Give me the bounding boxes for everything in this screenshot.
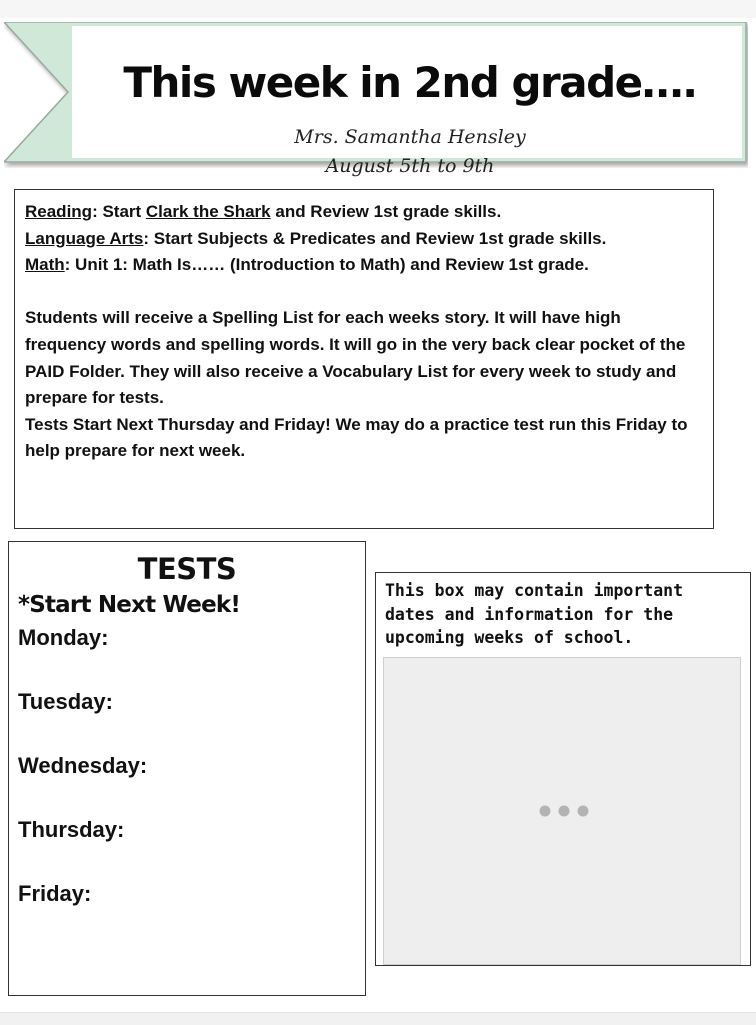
tests-heading: TESTS [137,552,237,586]
page-title: This week in 2nd grade…. [123,58,697,107]
tests-paragraph: Tests Start Next Thursday and Friday! We may do a practice test run this Friday to help prepare for next week. [25,414,688,461]
teacher-name: Mrs. Samantha Hensley [294,126,526,148]
math-text: : Unit 1: Math Is…… (Introduction to Math) and Review 1st grade. [64,255,589,275]
day-friday: Friday: [18,881,92,906]
header-banner [4,22,748,177]
loading-dots-icon [534,801,594,821]
day-thursday: Thursday: [18,817,125,842]
tests-box [8,541,366,996]
week-dates: August 5th to 9th [325,155,495,177]
language-arts-label: Language Arts [25,228,144,248]
bottom-margin [0,1012,756,1025]
image-loading-placeholder [383,657,741,965]
day-wednesday: Wednesday: [18,753,148,778]
language-arts-line [25,226,703,253]
info-text: This box may contain important dates and information for the upcoming weeks of school. [385,581,684,647]
reading-post: and Review 1st grade skills. [270,202,502,221]
day-tuesday: Tuesday: [18,689,113,714]
reading-label: Reading [25,202,93,221]
reading-line [25,199,703,226]
reading-pre: : Start [92,202,146,221]
language-arts-text: : Start Subjects & Predicates and Review 1st grade skills. [143,228,607,248]
info-box [375,572,751,966]
top-margin [0,0,756,18]
tests-start-note: *Start Next Week! [18,592,241,618]
day-monday: Monday: [18,625,109,650]
math-label: Math [25,255,65,275]
spelling-paragraph: Students will receive a Spelling List for each weeks story. It will have high frequency words and spelling words. It will go in the very back clear pocket of the PAID Folder. They will also receive a Vocabulary List for every week to study and prepare for tests. [25,308,686,408]
curriculum-box [14,189,714,529]
paragraph-spacer [25,279,703,306]
math-line [25,252,703,279]
reading-book-title: Clark the Shark [145,202,271,221]
